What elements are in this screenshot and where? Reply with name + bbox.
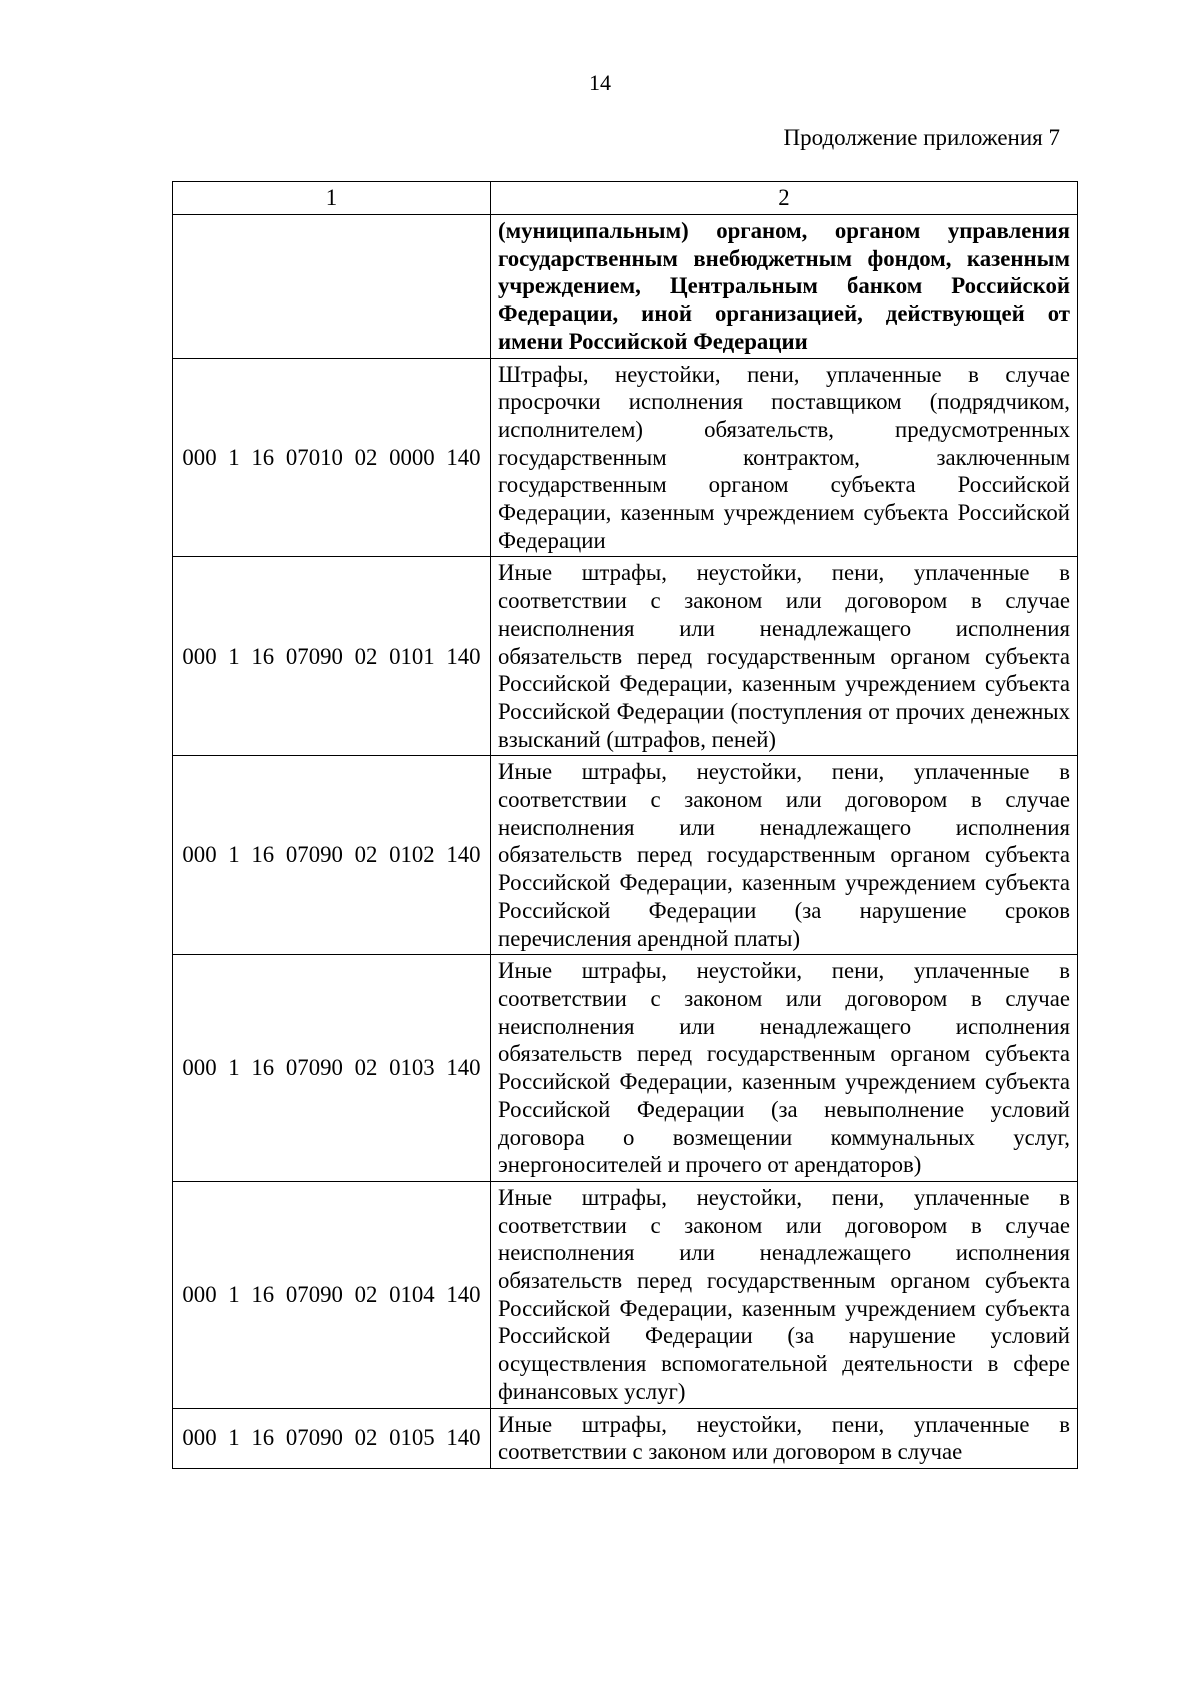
table-row [173, 215, 1078, 359]
budget-codes-table [172, 181, 1078, 1469]
appendix-continuation-label: Продолжение приложения 7 [783, 125, 1060, 150]
table-row [173, 358, 1078, 557]
description-cell: (муниципальным) органом, органом управления государственным внебюджетным фондом, казенным учреждением, Центральным банком Российской Федерации, иной организацией, действующей от имени Российской Федерации [491, 215, 1078, 359]
table-row [173, 557, 1078, 756]
code-cell: 000 1 16 07010 02 0000 140 [173, 358, 491, 557]
code-cell: 000 1 16 07090 02 0103 140 [173, 955, 491, 1182]
table-header-row [173, 182, 1078, 215]
column-header-2: 2 [491, 182, 1078, 215]
code-cell [173, 215, 491, 359]
description-cell: Иные штрафы, неустойки, пени, уплаченные в соответствии с законом или договором в случае неисполнения или ненадлежащего исполнения обязательств перед государственным органом субъекта Российской Федерации, казенным учреждением субъекта Российской Федерации (за нарушение сроков перечисления арендной платы) [491, 756, 1078, 955]
code-cell: 000 1 16 07090 02 0102 140 [173, 756, 491, 955]
description-cell: Иные штрафы, неустойки, пени, уплаченные в соответствии с законом или договором в случае неисполнения или ненадлежащего исполнения обязательств перед государственным органом субъекта Российской Федерации, казенным учреждением субъекта Российской Федерации (за нарушение условий осуществления вспомогательной деятельности в сфере финансовых услуг) [491, 1181, 1078, 1408]
column-header-1: 1 [173, 182, 491, 215]
table-row [173, 1408, 1078, 1468]
description-cell: Иные штрафы, неустойки, пени, уплаченные в соответствии с законом или договором в случае неисполнения или ненадлежащего исполнения обязательств перед государственным органом субъекта Российской Федерации, казенным учреждением субъекта Российской Федерации (поступления от прочих денежных взысканий (штрафов, пеней) [491, 557, 1078, 756]
description-cell: Штрафы, неустойки, пени, уплаченные в случае просрочки исполнения поставщиком (подрядчиком, исполнителем) обязательств, предусмотренных государственным контрактом, заключенным государственным органом субъекта Российской Федерации, казенным учреждением субъекта Российской Федерации [491, 358, 1078, 557]
code-cell: 000 1 16 07090 02 0104 140 [173, 1181, 491, 1408]
code-cell: 000 1 16 07090 02 0105 140 [173, 1408, 491, 1468]
description-cell: Иные штрафы, неустойки, пени, уплаченные в соответствии с законом или договором в случае [491, 1408, 1078, 1468]
table-row [173, 955, 1078, 1182]
page-number: 14 [589, 70, 611, 95]
table-row [173, 756, 1078, 955]
code-cell: 000 1 16 07090 02 0101 140 [173, 557, 491, 756]
table-row [173, 1181, 1078, 1408]
description-cell: Иные штрафы, неустойки, пени, уплаченные в соответствии с законом или договором в случае неисполнения или ненадлежащего исполнения обязательств перед государственным органом субъекта Российской Федерации, казенным учреждением субъекта Российской Федерации (за невыполнение условий договора о возмещении коммунальных услуг, энергоносителей и прочего от арендаторов) [491, 955, 1078, 1182]
